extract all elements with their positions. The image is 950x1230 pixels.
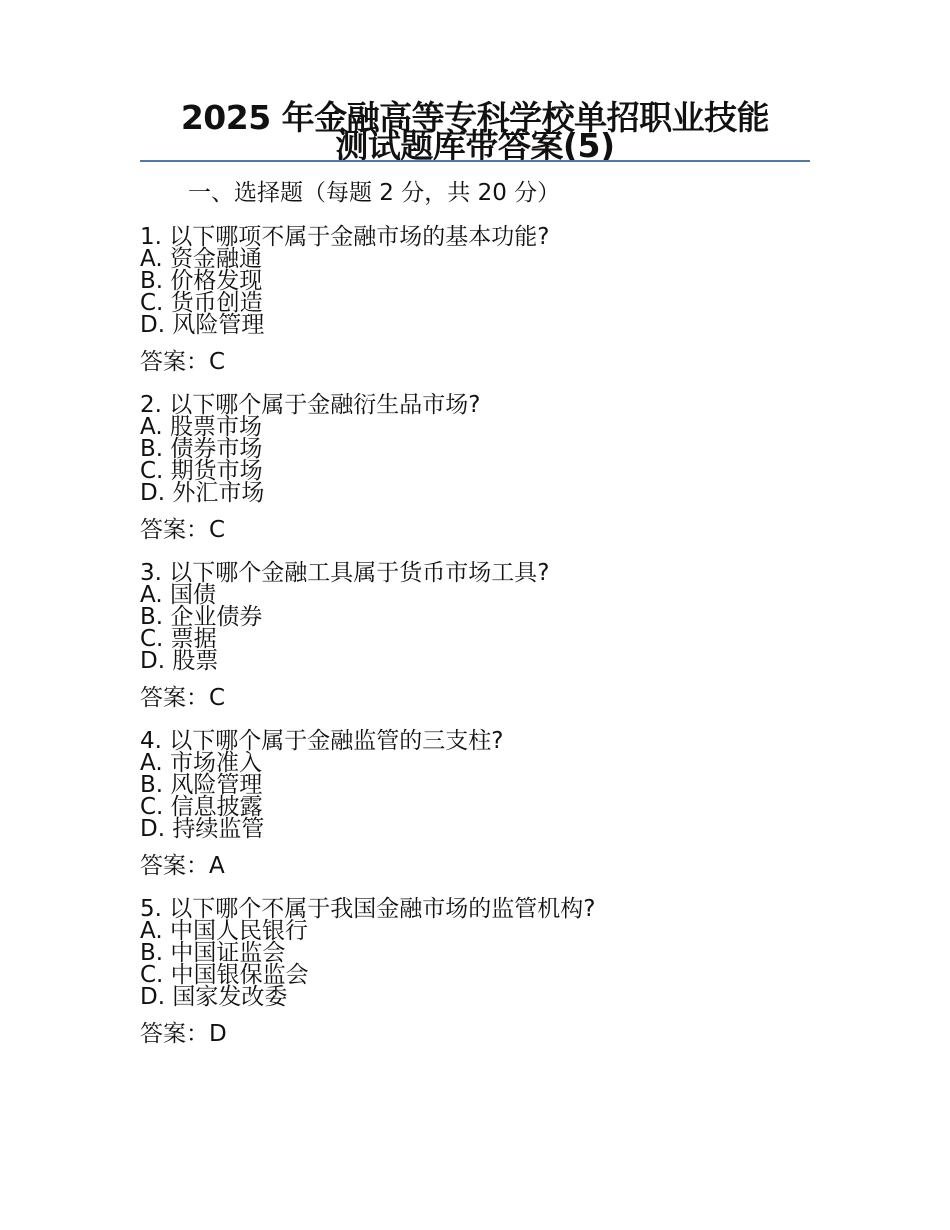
answer-text: 答案：D (140, 1021, 227, 1047)
title-line-2: 测试题库带答案(5) (335, 126, 615, 165)
question-text: 2. 以下哪个属于金融衍生品市场? (140, 392, 481, 418)
option-d: D. 国家发改委 (140, 984, 288, 1010)
option-a: A. 资金融通 (140, 246, 262, 272)
option-c: C. 期货市场 (140, 458, 263, 484)
answer-text: 答案：C (140, 685, 226, 711)
title-line-1: 2025 年金融高等专科学校单招职业技能 (180, 98, 770, 137)
option-b: B. 价格发现 (140, 268, 263, 294)
option-b: B. 风险管理 (140, 772, 263, 798)
section-heading: 一、选择题（每题 2 分，共 20 分） (188, 180, 561, 206)
question-item-2 (140, 394, 840, 544)
option-d: D. 外汇市场 (140, 480, 265, 506)
question-text: 5. 以下哪个不属于我国金融市场的监管机构? (140, 896, 596, 922)
question-text: 4. 以下哪个属于金融监管的三支柱? (140, 728, 504, 754)
question-text: 1. 以下哪项不属于金融市场的基本功能? (140, 224, 550, 250)
question-item-1 (140, 226, 840, 376)
option-d: D. 持续监管 (140, 816, 265, 842)
option-c: C. 中国银保监会 (140, 962, 309, 988)
option-b: B. 中国证监会 (140, 940, 286, 966)
question-item-4 (140, 730, 840, 880)
option-a: A. 国债 (140, 582, 216, 608)
answer-text: 答案：C (140, 517, 226, 543)
question-list (140, 226, 840, 1066)
question-item-3 (140, 562, 840, 712)
question-text: 3. 以下哪个金融工具属于货币市场工具? (140, 560, 550, 586)
answer-text: 答案：C (140, 349, 226, 375)
option-a: A. 股票市场 (140, 414, 262, 440)
option-a: A. 中国人民银行 (140, 918, 308, 944)
document-title (140, 98, 810, 165)
option-b: B. 债券市场 (140, 436, 263, 462)
option-d: D. 股票 (140, 648, 219, 674)
option-c: C. 信息披露 (140, 794, 263, 820)
option-d: D. 风险管理 (140, 312, 265, 338)
answer-text: 答案：A (140, 853, 225, 879)
option-a: A. 市场准入 (140, 750, 262, 776)
title-divider (140, 160, 810, 162)
question-item-5 (140, 898, 840, 1048)
option-b: B. 企业债券 (140, 604, 263, 630)
option-c: C. 票据 (140, 626, 217, 652)
option-c: C. 货币创造 (140, 290, 263, 316)
